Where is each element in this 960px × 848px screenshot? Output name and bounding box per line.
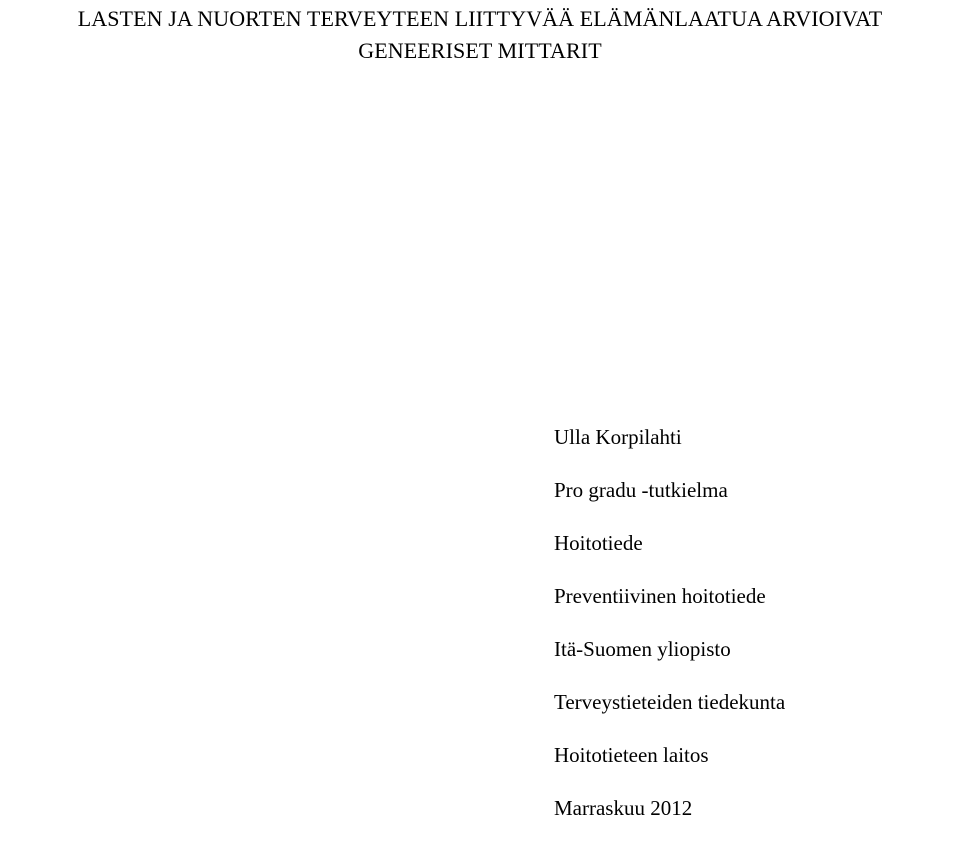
thesis-type: Pro gradu -tutkielma [554,478,728,502]
date: Marraskuu 2012 [554,796,693,820]
university: Itä-Suomen yliopisto [554,637,731,661]
subject: Hoitotiede [554,531,643,555]
specialization: Preventiivinen hoitotiede [554,584,766,608]
thesis-info-block [554,424,954,848]
faculty: Terveystieteiden tiedekunta [554,690,786,714]
department: Hoitotieteen laitos [554,743,709,767]
title-line-1: LASTEN JA NUORTEN TERVEYTEEN LIITTYVÄÄ ELÄMÄNLAATUA ARVIOIVAT [77,6,883,31]
author-name: Ulla Korpilahti [554,425,682,449]
title-line-2: GENEERISET MITTARIT [358,38,602,63]
document-title [0,3,960,67]
